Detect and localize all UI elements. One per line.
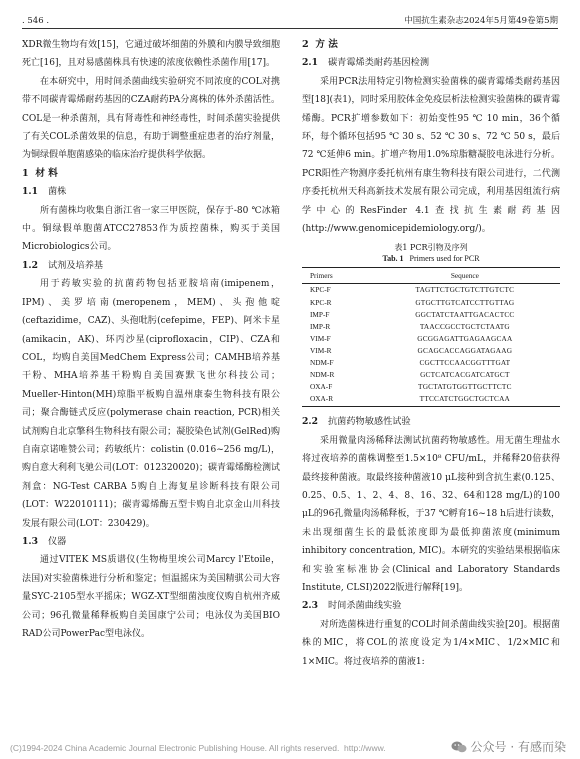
- right-column: [302, 36, 560, 671]
- table-row: [302, 357, 560, 369]
- primer-sequence: TTCCATCTGGCTGCTCAA: [362, 393, 560, 407]
- section-heading: 1 材 料: [22, 167, 58, 179]
- table-header: Sequence: [362, 268, 560, 284]
- subsection-heading: 2.3 时间杀菌曲线实验: [302, 600, 402, 612]
- primer-sequence: GCAGCACCAGGATAGAAG: [417, 345, 513, 355]
- paragraph: 用于药敏实验的抗菌药物包括亚胺培南(imipenem，IPM)、美罗培南(meropenem，MEM)、头孢他啶(ceftazidime，CAZ)、头孢吡肟(cefepime，FEP)、阿米卡星(amikacin，AK)、环丙沙星(ciprofloxacin，CIP)、CZA和COL，均购自美国MedChem Express公司；CAMHB培养基干粉、MHA培养基干粉购自美国赛默飞世尔科技公司；Mueller-Hinton(MH)琼脂平板购自温州康泰生物科技有限公司；聚合酶链式反应(polymerase chain reaction, PCR)相关试剂购自北京擎科生物科技有限公司；凝胶染色试剂(GelRed)购自南京诺唯赞公司；药敏纸片：colistin (0.016~256 mg/L)，购自意大利利飞驰公司(LOT：012320020)；碳青霉烯酶检测试剂盒：NG-Test CARBA 5购自上海复星诊断科技有限公司(LOT：W22010111)；碳青霉烯酶五型卡购自北京金山川科技发展有限公司(LOT：230429)。: [22, 279, 280, 529]
- primer-name: NDM-R: [310, 370, 335, 380]
- left-column: [22, 36, 280, 643]
- subsection-heading: 1.1 菌株: [22, 186, 67, 198]
- wechat-logo-icon: [451, 740, 467, 754]
- watermark: [451, 738, 566, 755]
- subsection-heading: 1.3 仪器: [22, 535, 67, 547]
- primer-sequence: TAACCGCCTGCTCTAATG: [419, 321, 510, 331]
- primer-sequence: CGCTTCCAACGGTTTGAT: [419, 358, 511, 368]
- table-header: Primers: [302, 268, 362, 284]
- table-caption-cn: 表1 PCR引物及序列: [394, 243, 468, 253]
- primer-sequence: GGCTATCTAATTGACACTCC: [415, 309, 515, 319]
- page-header: [22, 8, 558, 29]
- footer-url: http://www.: [344, 743, 386, 753]
- paragraph: 对所选菌株进行重复的COL时间杀菌曲线实验[20]。根据菌株的MIC，将COL的浓度设定为1/4×MIC、1/2×MIC和1×MIC。将过夜培养的菌液1:: [302, 619, 560, 667]
- table-row: [302, 297, 560, 309]
- primer-table: [302, 267, 560, 407]
- primer-name: KPC-F: [310, 285, 331, 295]
- table-row: [302, 345, 560, 357]
- primer-name: IMP-F: [310, 309, 330, 319]
- subsection-heading: 2.1 碳青霉烯类耐药基因检测: [302, 57, 430, 69]
- journal-title: 中国抗生素杂志2024年5月第49卷第5期: [404, 16, 558, 26]
- primer-name: KPC-R: [310, 297, 332, 307]
- table-row: [302, 381, 560, 393]
- primer-sequence: GCTCATCACGATCATGCT: [420, 370, 510, 380]
- primer-table-body: [302, 284, 560, 407]
- primer-sequence: TAGTTCTGCTGTCTTGTCTC: [415, 285, 515, 295]
- paragraph: 通过VITEK MS质谱仪(生物梅里埃公司Marcy l'Etoile，法国)对实验菌株进行分析和鉴定；恒温摇床为美国精骐公司大容量SYC-2105型水平摇床；WGZ-XT型细菌浊度仪购自杭州齐威公司；96孔微量稀释板购自美国康宁公司；电泳仪为美国BIO RAD公司PowerPac型电泳仪。: [22, 555, 280, 639]
- primer-name: IMP-R: [310, 321, 331, 331]
- subsection-heading: 2.2 抗菌药物敏感性试验: [302, 416, 411, 428]
- table-row: [302, 284, 560, 297]
- table-row: [302, 369, 560, 381]
- primer-sequence: GCGGAGATTGAGAAGCAA: [417, 333, 513, 343]
- primer-name: OXA-F: [310, 382, 333, 392]
- paragraph: 在本研究中，用时间杀菌曲线实验研究不同浓度的COL对携带不同碳青霉烯耐药基因的CZA耐药PA分离株的体外杀菌活性。COL是一种杀菌剂，具有肾毒性和神经毒性，时间杀菌实验提供了有关COL杀菌效果的信息，有助于调整重症患者的治疗剂量，为铜绿假单胞菌感染的临床治疗提供科学依据。: [22, 76, 280, 161]
- table-row: [302, 333, 560, 345]
- copyright-footer: (C)1994-2024 China Academic Journal Electronic Publishing House. All rights reserved. http://www.: [10, 743, 386, 753]
- primer-sequence: TGCTATGTGGTTGCTTCTC: [418, 382, 512, 392]
- page-number: . 546 .: [22, 16, 50, 26]
- table-row: [302, 309, 560, 321]
- paragraph: 采用微量肉汤稀释法测试抗菌药物敏感性。用无菌生理盐水将过夜培养的菌株调整至1.5×10⁸ CFU/mL，并稀释20倍获得最终接种菌液。取最终接种菌液10 μL接种到含抗生素(0.125、0.25、0.5、1、2、4、8、16、32、64和128 mg/L)的100 μL的96孔微量肉汤稀释板，于37 ℃孵育16~18 h后进行读数，未出现细菌生长的最低浓度即为最低抑菌浓度(minimum inhibitory concentration, MIC)。本研究的实验结果根据临床和实验室标准协会(Clinical and Laboratory Standards Institute, CLSI)2022版进行解释[19]。: [302, 435, 560, 594]
- primer-name: VIM-R: [310, 345, 332, 355]
- paragraph: 采用PCR法用特定引物检测实验菌株的碳青霉烯类耐药基因型[18](表1)，同时采用胶体金免疫层析法检测实验菌株的碳青霉烯酶。PCR扩增参数如下：初始变性95 ℃ 10 min，36个循环，每个循环包括95 ℃ 30 s、52 ℃ 30 s、72 ℃ 50 s，最后72 ℃延伸6 min。扩增产物用1.0%琼脂糖凝胶电泳进行分析。PCR阳性产物测序委托杭州有康生物科技有限公司进行，二代测序委托杭州天科高新技术发展有限公司完成，利用基因组流行病学中心的ResFinder 4.1查找抗生素耐药基因(http://www.genomicepidemiology.org/)。: [302, 76, 560, 235]
- primer-sequence: GTGCTTGTCATCCTTGTTAG: [415, 297, 515, 307]
- paragraph: XDR微生物均有效[15]，它通过破坏细菌的外膜和内膜导致细胞死亡[16]，且对易感菌株具有快速的浓度依赖性杀菌作用[17]。: [22, 40, 280, 69]
- table-row: [302, 393, 560, 407]
- subsection-heading: 1.2 试剂及培养基: [22, 259, 104, 271]
- primer-name: OXA-R: [302, 393, 362, 407]
- primer-name: VIM-F: [310, 333, 331, 343]
- table-caption-en: Tab. 1 Primers used for PCR: [382, 254, 480, 264]
- watermark-text: 公众号 · 有感而染: [470, 740, 566, 754]
- table-row: [302, 321, 560, 333]
- paragraph: 所有菌株均收集自浙江省一家三甲医院，保存于-80 ℃冰箱中。铜绿假单胞菌ATCC27853作为质控菌株，购买于美国Microbiologics公司。: [22, 205, 280, 253]
- primer-name: NDM-F: [310, 358, 334, 368]
- section-heading: 2 方 法: [302, 39, 338, 50]
